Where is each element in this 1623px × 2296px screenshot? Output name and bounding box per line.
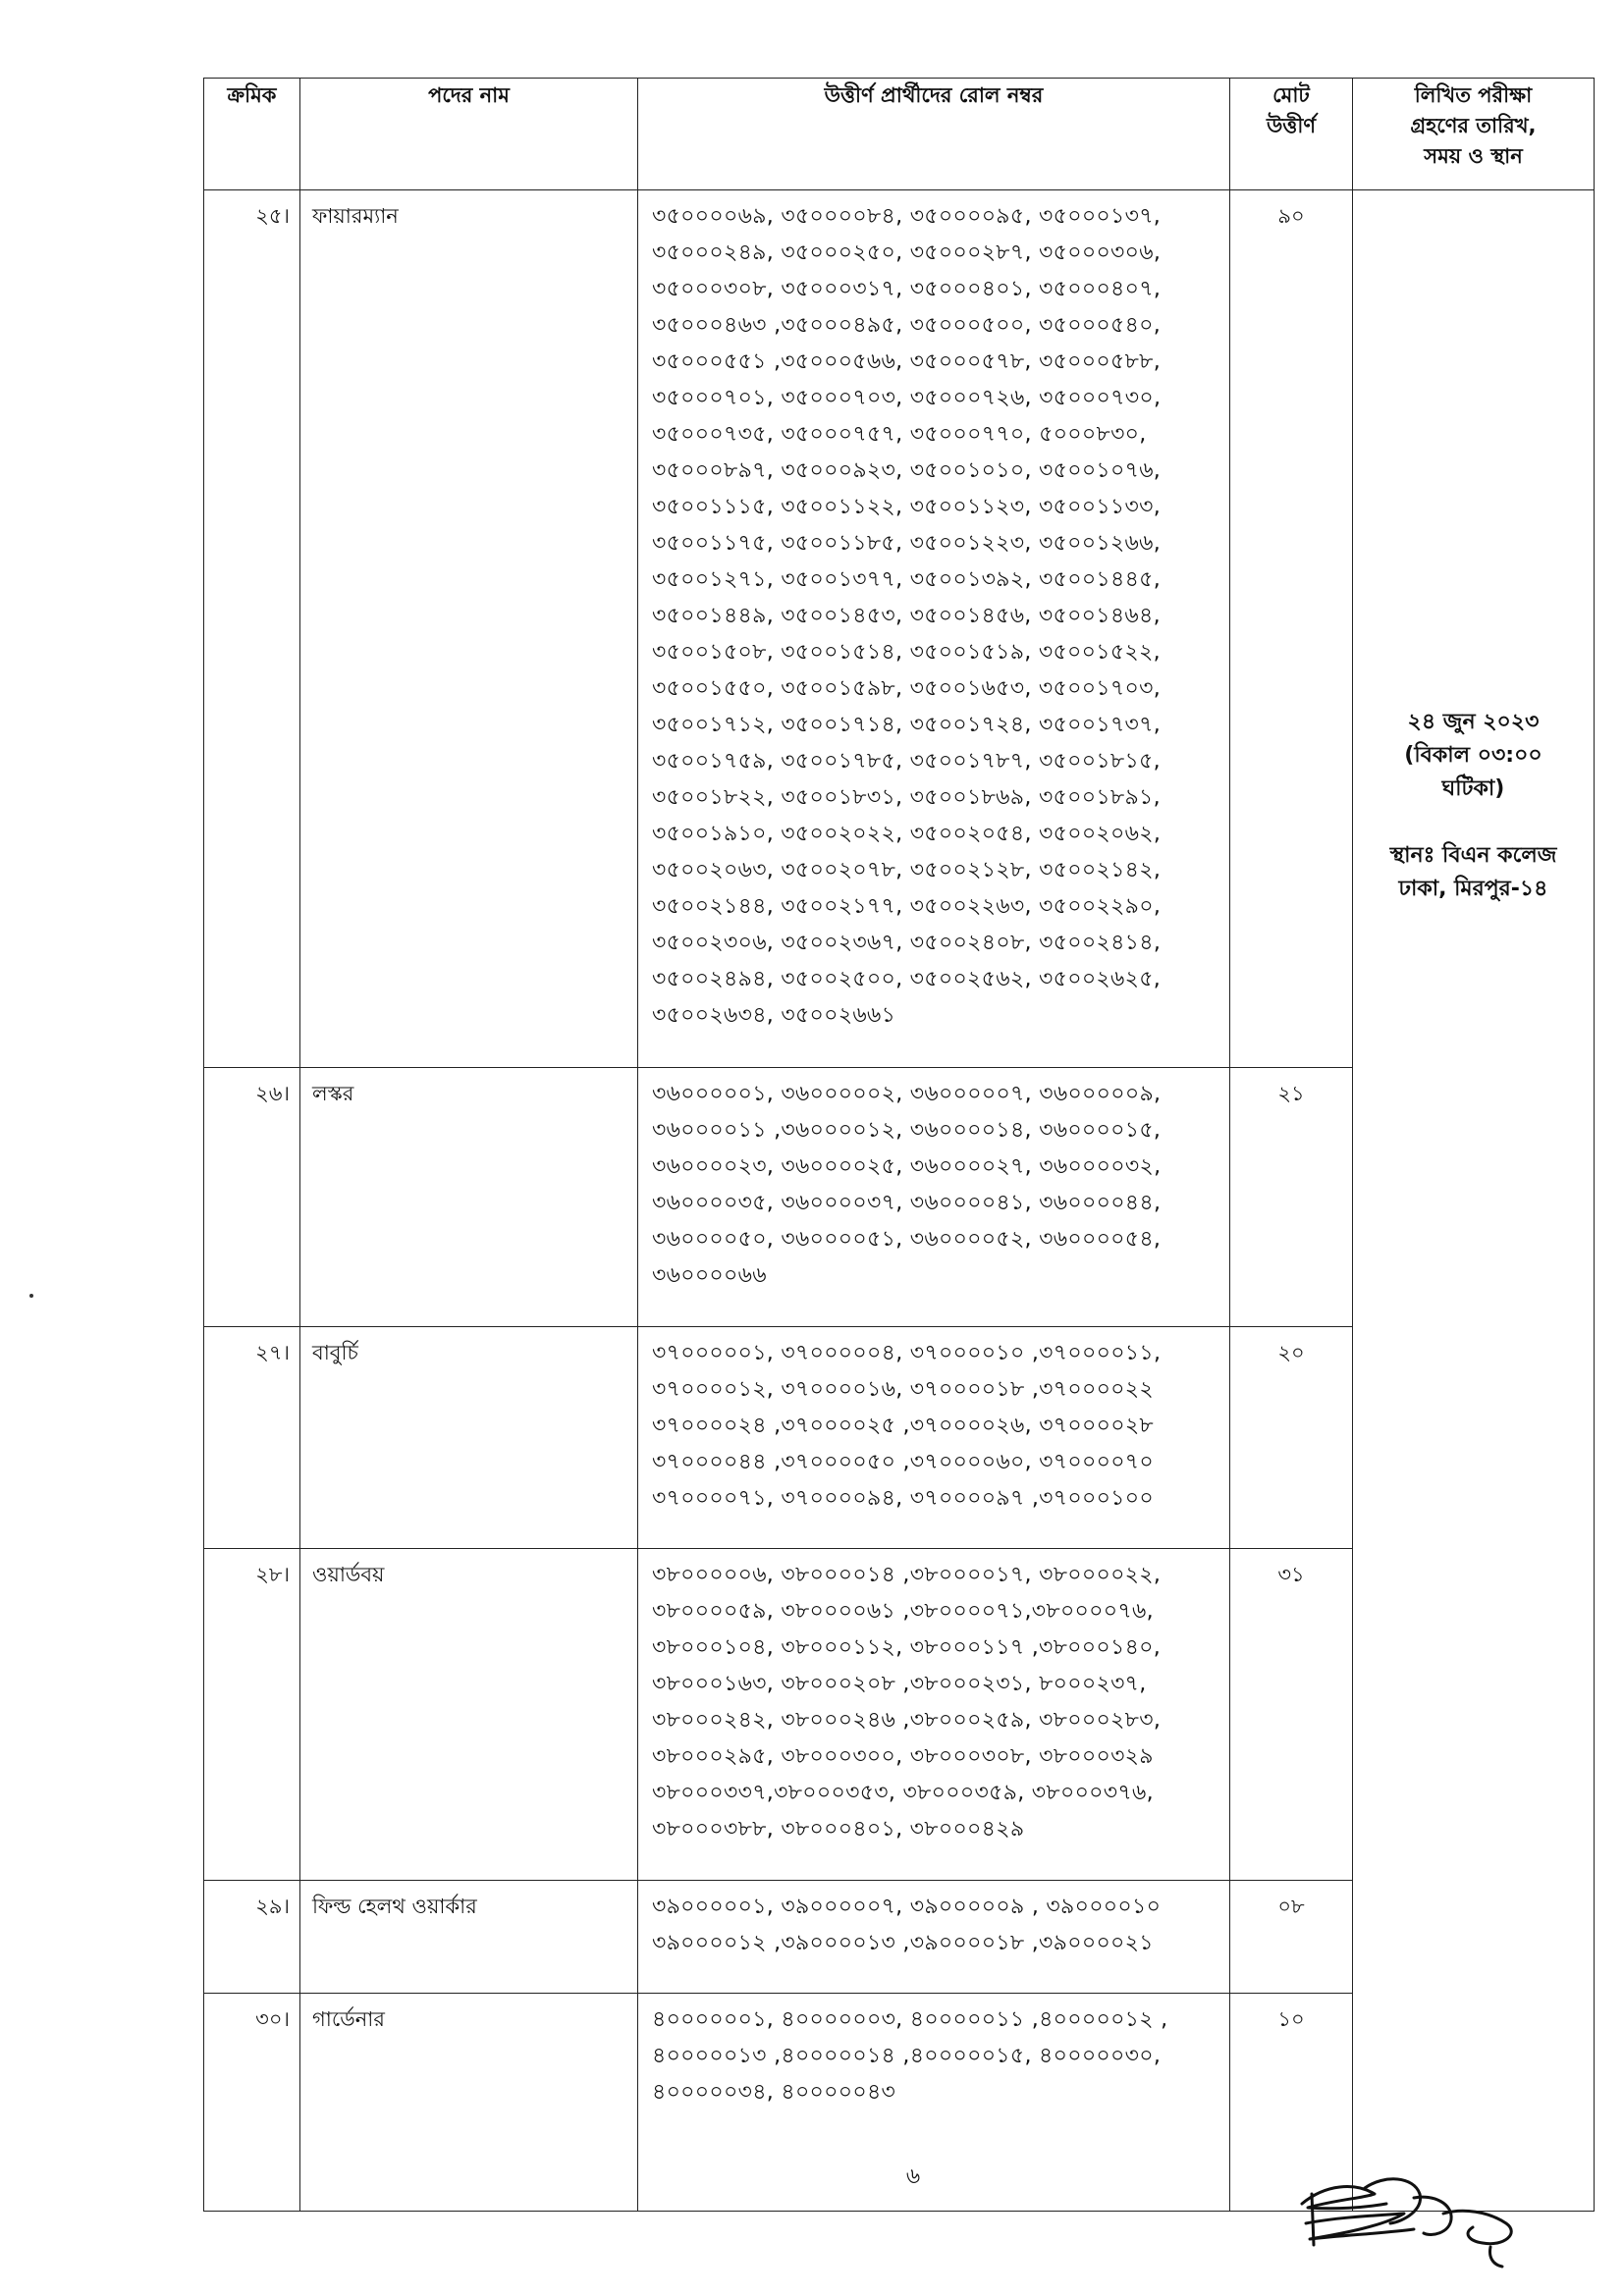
- row-post-name: ফায়ারম্যান: [300, 190, 638, 1068]
- header-post: পদের নাম: [300, 79, 638, 190]
- header-serial: ক্রমিক: [204, 79, 300, 190]
- header-rolls: উত্তীর্ণ প্রার্থীদের রোল নম্বর: [638, 79, 1230, 190]
- header-exam: লিখিত পরীক্ষা গ্রহণের তারিখ, সময় ও স্থান: [1353, 79, 1595, 190]
- results-table: [203, 78, 1595, 2212]
- exam-venue-1: স্থানঃ বিএন কলেজ: [1389, 843, 1557, 868]
- row-serial: ২৬।: [204, 1068, 300, 1327]
- row-serial: ৩০।: [204, 1994, 300, 2212]
- table-row: [204, 190, 1595, 1068]
- row-total: ৩১: [1230, 1549, 1353, 1881]
- exam-date: ২৪ জুন ২০২৩: [1407, 710, 1540, 734]
- row-roll-numbers: ৩৮০০০০০৬, ৩৮০০০০১৪ ,৩৮০০০০১৭, ৩৮০০০০২২, ৩৮০০০০৫৯, ৩৮০০০০৬১ ,৩৮০০০০৭১,৩৮০০০০৭৬, ৩৮০০০১০৪, ৩৮০০০১১২, ৩৮০০০১১৭ ,৩৮০০০১৪০, ৩৮০০০১৬৩, ৩৮০০০২০৮ ,৩৮০০০২৩১, ৮০০০২৩৭, ৩৮০০০২৪২, ৩৮০০০২৪৬ ,৩৮০০০২৫৯, ৩৮০০০২৮৩, ৩৮০০০২৯৫, ৩৮০০০৩০০, ৩৮০০০৩০৮, ৩৮০০০৩২৯ ৩৮০০০৩৩৭,৩৮০০০৩৫৩, ৩৮০০০৩৫৯, ৩৮০০০৩৭৬, ৩৮০০০৩৮৮, ৩৮০০০৪০১, ৩৮০০০৪২৯: [638, 1549, 1230, 1881]
- exam-time-1: (বিকাল ০৩:০০: [1404, 743, 1542, 768]
- exam-info: [1353, 706, 1594, 906]
- row-total: ২০: [1230, 1327, 1353, 1549]
- row-total: ১০: [1230, 1994, 1353, 2212]
- row-roll-numbers: ৩৫০০০০৬৯, ৩৫০০০০৮৪, ৩৫০০০০৯৫, ৩৫০০০১৩৭, ৩৫০০০২৪৯, ৩৫০০০২৫০, ৩৫০০০২৮৭, ৩৫০০০৩০৬, ৩৫০০০৩০৮, ৩৫০০০৩১৭, ৩৫০০০৪০১, ৩৫০০০৪০৭, ৩৫০০০৪৬৩ ,৩৫০০০৪৯৫, ৩৫০০০৫০০, ৩৫০০০৫৪০, ৩৫০০০৫৫১ ,৩৫০০০৫৬৬, ৩৫০০০৫৭৮, ৩৫০০০৫৮৮, ৩৫০০০৭০১, ৩৫০০০৭০৩, ৩৫০০০৭২৬, ৩৫০০০৭৩০, ৩৫০০০৭৩৫, ৩৫০০০৭৫৭, ৩৫০০০৭৭০, ৫০০০৮৩০, ৩৫০০০৮৯৭, ৩৫০০০৯২৩, ৩৫০০১০১০, ৩৫০০১০৭৬, ৩৫০০১১১৫, ৩৫০০১১২২, ৩৫০০১১২৩, ৩৫০০১১৩৩, ৩৫০০১১৭৫, ৩৫০০১১৮৫, ৩৫০০১২২৩, ৩৫০০১২৬৬, ৩৫০০১২৭১, ৩৫০০১৩৭৭, ৩৫০০১৩৯২, ৩৫০০১৪৪৫, ৩৫০০১৪৪৯, ৩৫০০১৪৫৩, ৩৫০০১৪৫৬, ৩৫০০১৪৬৪, ৩৫০০১৫০৮, ৩৫০০১৫১৪, ৩৫০০১৫১৯, ৩৫০০১৫২২, ৩৫০০১৫৫০, ৩৫০০১৫৯৮, ৩৫০০১৬৫৩, ৩৫০০১৭০৩, ৩৫০০১৭১২, ৩৫০০১৭১৪, ৩৫০০১৭২৪, ৩৫০০১৭৩৭, ৩৫০০১৭৫৯, ৩৫০০১৭৮৫, ৩৫০০১৭৮৭, ৩৫০০১৮১৫, ৩৫০০১৮২২, ৩৫০০১৮৩১, ৩৫০০১৮৬৯, ৩৫০০১৮৯১, ৩৫০০১৯১০, ৩৫০০২০২২, ৩৫০০২০৫৪, ৩৫০০২০৬২, ৩৫০০২০৬৩, ৩৫০০২০৭৮, ৩৫০০২১২৮, ৩৫০০২১৪২, ৩৫০০২১৪৪, ৩৫০০২১৭৭, ৩৫০০২২৬৩, ৩৫০০২২৯০, ৩৫০০২৩০৬, ৩৫০০২৩৬৭, ৩৫০০২৪০৮, ৩৫০০২৪১৪, ৩৫০০২৪৯৪, ৩৫০০২৫০০, ৩৫০০২৫৬২, ৩৫০০২৬২৫, ৩৫০০২৬৩৪, ৩৫০০২৬৬১: [638, 190, 1230, 1068]
- row-roll-numbers: ৩৯০০০০০১, ৩৯০০০০০৭, ৩৯০০০০০৯ , ৩৯০০০০১০ ৩৯০০০০১২ ,৩৯০০০০১৩ ,৩৯০০০০১৮ ,৩৯০০০০২১: [638, 1881, 1230, 1994]
- row-post-name: ফিল্ড হেলথ ওয়ার্কার: [300, 1881, 638, 1994]
- row-total: ২১: [1230, 1068, 1353, 1327]
- row-post-name: গার্ডেনার: [300, 1994, 638, 2212]
- exam-time-2: ঘটিকা): [1441, 776, 1505, 801]
- row-serial: ২৫।: [204, 190, 300, 1068]
- row-serial: ২৯।: [204, 1881, 300, 1994]
- row-post-name: ওয়ার্ডবয়: [300, 1549, 638, 1881]
- page-number: ৬: [905, 2164, 921, 2189]
- exam-venue-2: ঢাকা, মিরপুর-১৪: [1398, 877, 1548, 901]
- row-post-name: বাবুর্চি: [300, 1327, 638, 1549]
- header-total: মোট উত্তীর্ণ: [1230, 79, 1353, 190]
- row-roll-numbers: ৩৬০০০০০১, ৩৬০০০০০২, ৩৬০০০০০৭, ৩৬০০০০০৯, ৩৬০০০০১১ ,৩৬০০০০১২, ৩৬০০০০১৪, ৩৬০০০০১৫, ৩৬০০০০২৩, ৩৬০০০০২৫, ৩৬০০০০২৭, ৩৬০০০০৩২, ৩৬০০০০৩৫, ৩৬০০০০৩৭, ৩৬০০০০৪১, ৩৬০০০০৪৪, ৩৬০০০০৫০, ৩৬০০০০৫১, ৩৬০০০০৫২, ৩৬০০০০৫৪, ৩৬০০০০৬৬: [638, 1068, 1230, 1327]
- row-roll-numbers: ৪০০০০০০১, ৪০০০০০০৩, ৪০০০০০১১ ,৪০০০০০১২ , ৪০০০০০১৩ ,৪০০০০০১৪ ,৪০০০০০১৫, ৪০০০০০৩০, ৪০০০০০৩৪, ৪০০০০০৪৩: [638, 1994, 1230, 2212]
- signature-image: [1296, 2164, 1532, 2272]
- row-serial: ২৭।: [204, 1327, 300, 1549]
- header-row: [204, 79, 1595, 190]
- row-roll-numbers: ৩৭০০০০০১, ৩৭০০০০০৪, ৩৭০০০০১০ ,৩৭০০০০১১, ৩৭০০০০১২, ৩৭০০০০১৬, ৩৭০০০০১৮ ,৩৭০০০০২২ ৩৭০০০০২৪ ,৩৭০০০০২৫ ,৩৭০০০০২৬, ৩৭০০০০২৮ ৩৭০০০০৪৪ ,৩৭০০০০৫০ ,৩৭০০০০৬০, ৩৭০০০০৭০ ৩৭০০০০৭১, ৩৭০০০০৯৪, ৩৭০০০০৯৭ ,৩৭০০০১০০: [638, 1327, 1230, 1549]
- row-total: ৯০: [1230, 190, 1353, 1068]
- exam-info-cell: [1353, 190, 1595, 2212]
- row-total: ০৮: [1230, 1881, 1353, 1994]
- stray-mark: [29, 1294, 33, 1298]
- row-post-name: লস্কর: [300, 1068, 638, 1327]
- row-serial: ২৮।: [204, 1549, 300, 1881]
